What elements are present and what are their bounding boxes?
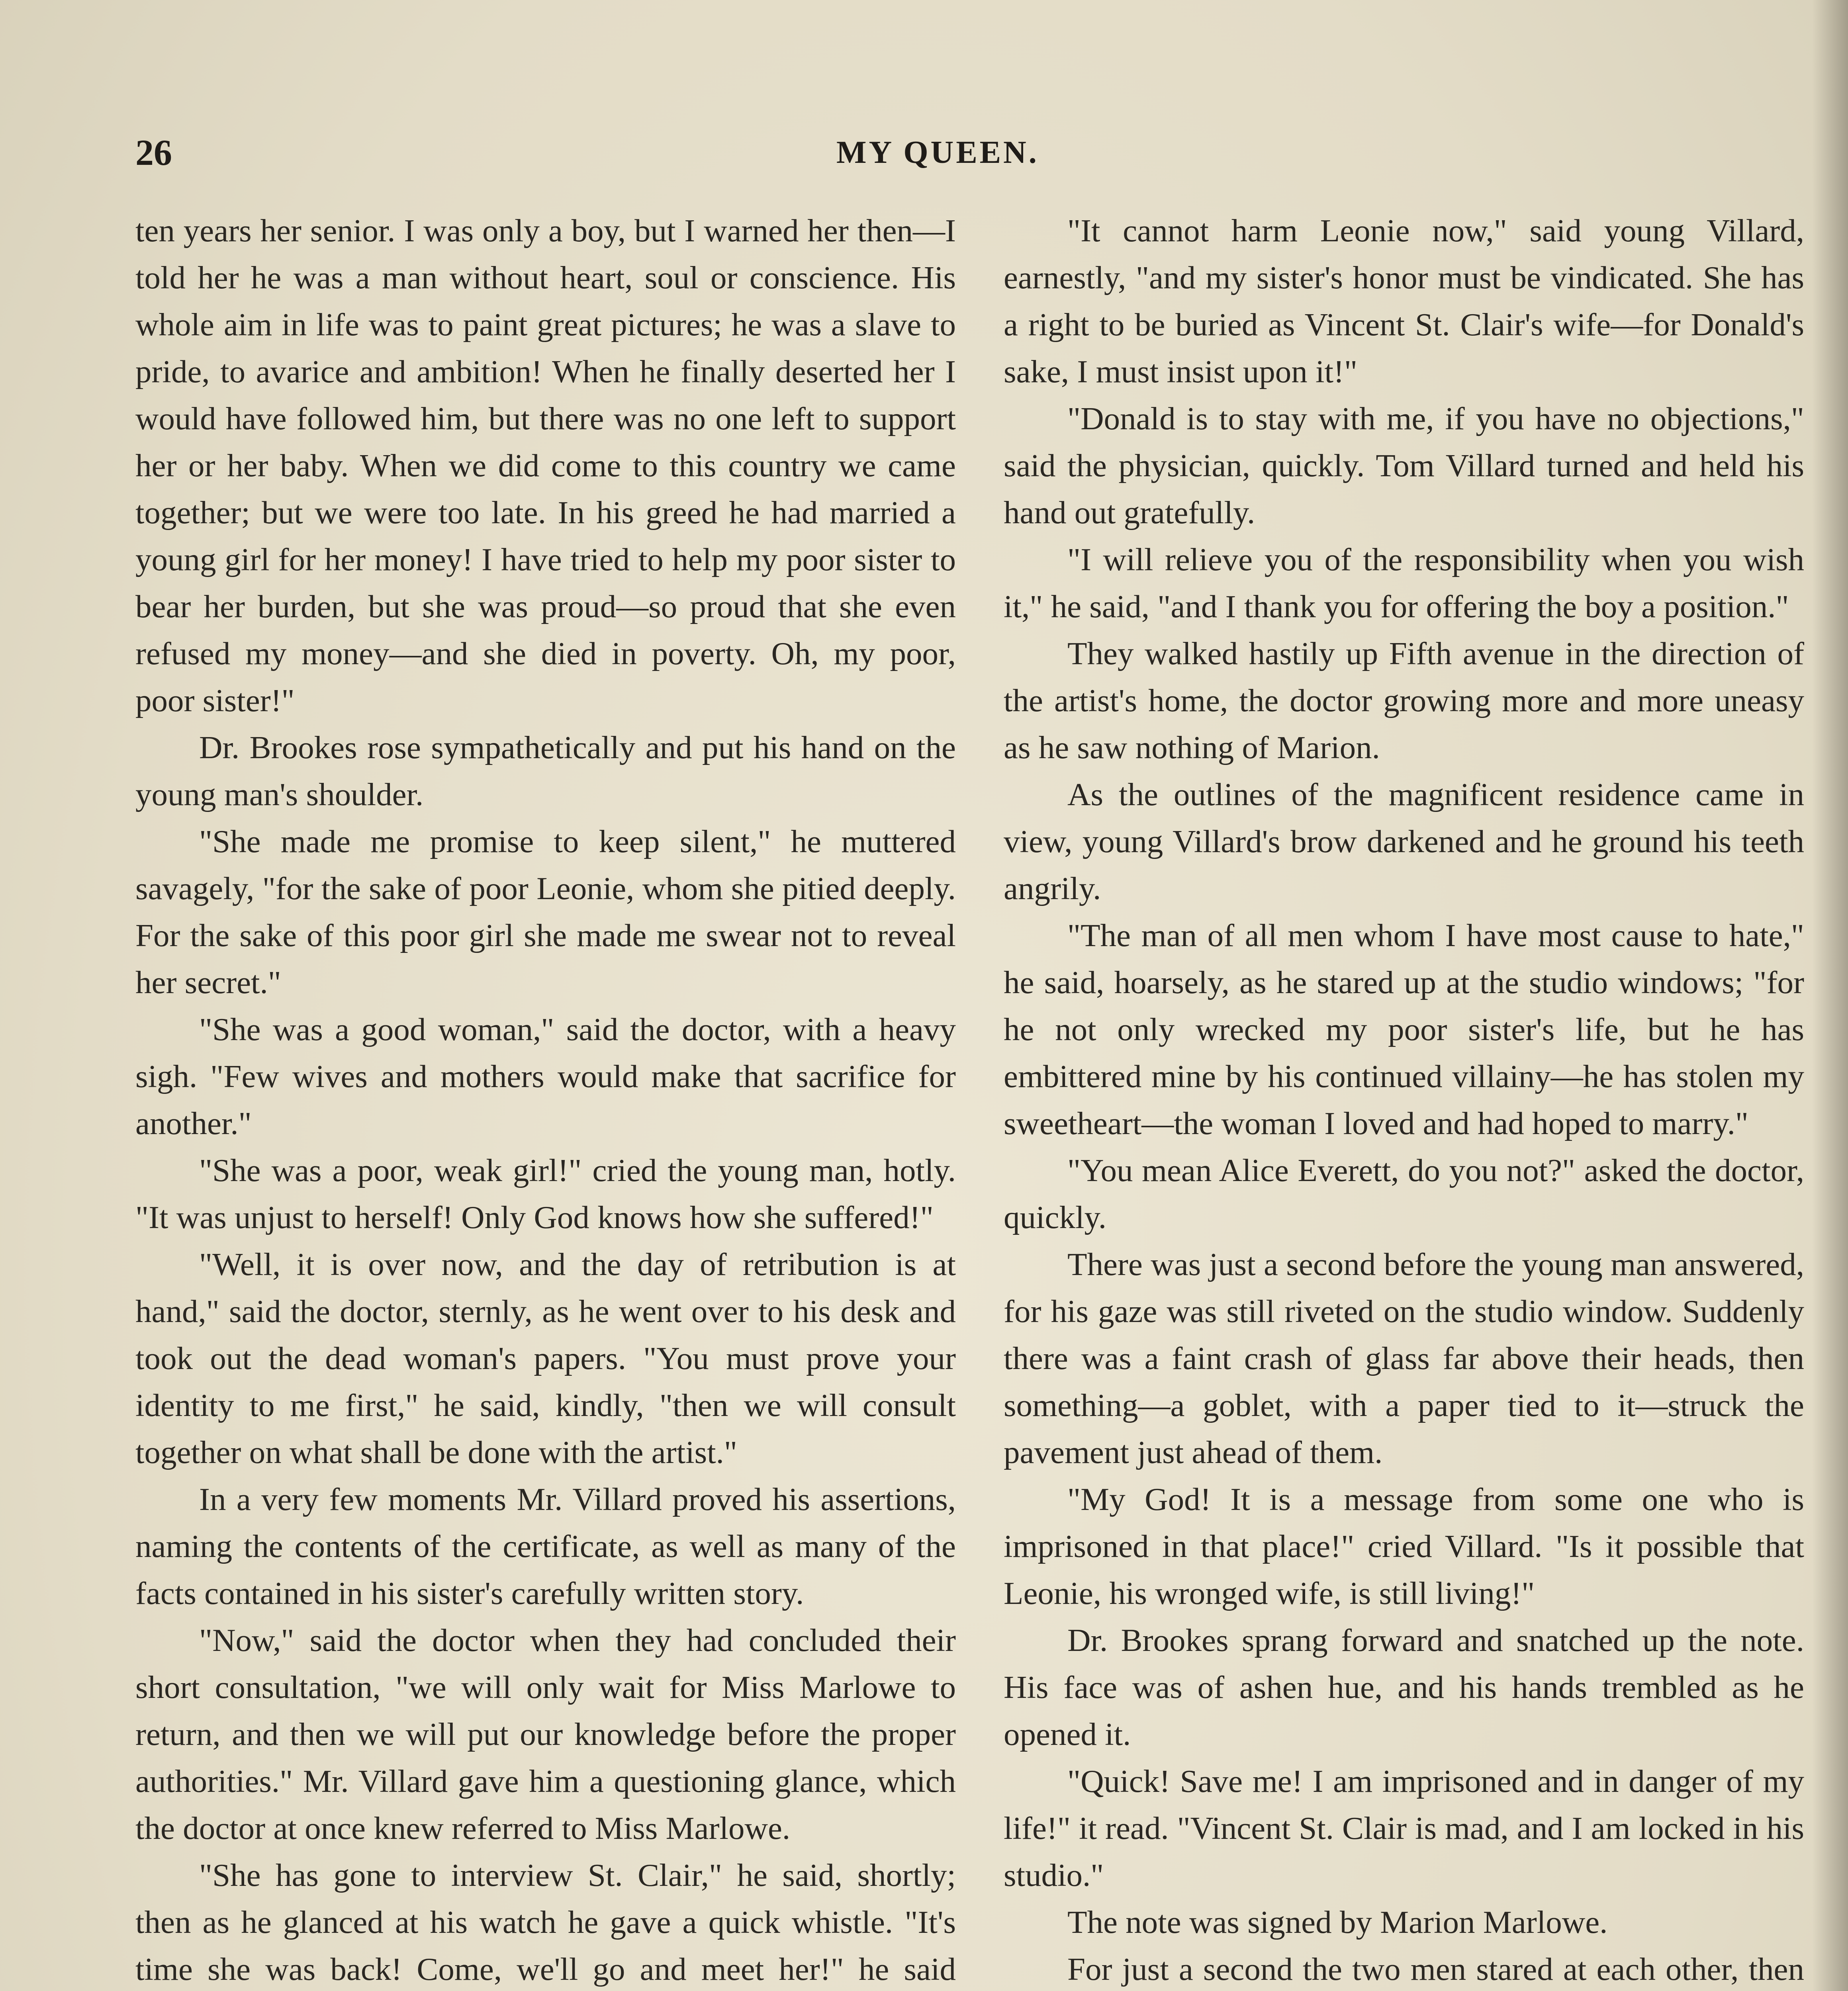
- paragraph: "You mean Alice Everett, do you not?" asked the doctor, quickly.: [1004, 1152, 1804, 1235]
- paragraph: "Quick! Save me! I am imprisoned and in danger of my life!" it read. "Vincent St. Clair is mad, and I am locked in his studio.": [1004, 1763, 1804, 1893]
- running-title: MY QUEEN.: [836, 135, 1039, 170]
- paragraph: "Now," said the doctor when they had concluded their short consultation, "we will only wait for Miss Marlowe to return, and then we will put our knowledge before the proper authorities." Mr. Villard gave him a questioning glance, which the doctor at once knew referred to Miss Marlowe.: [135, 1622, 956, 1846]
- paragraph: Dr. Brookes sprang forward and snatched up the note. His face was of ashen hue, and his hands trembled as he opened it.: [1004, 1622, 1804, 1752]
- paragraph: "I will relieve you of the responsibility when you wish it," he said, "and I thank you for offering the boy a position.": [1004, 542, 1804, 624]
- right-column: [1004, 207, 1804, 1991]
- paragraph: "She has gone to interview St. Clair," he said, shortly; then as he glanced at his watch he gave a quick whistle. "It's time she was back! Come, we'll go and meet her!" he said: [135, 1857, 956, 1987]
- page-header: [135, 131, 1800, 183]
- left-column: [135, 207, 956, 1991]
- paragraph: "It cannot harm Leonie now," said young Villard, earnestly, "and my sister's honor must be vindicated. She has a right to be buried as Vincent St. Clair's wife—for Donald's sake, I must insist upon it!": [1004, 213, 1804, 389]
- paragraph: In a very few moments Mr. Villard proved his assertions, naming the contents of the certificate, as well as many of the facts contained in his sister's carefully written story.: [135, 1481, 956, 1611]
- paragraph: "The man of all men whom I have most cause to hate," he said, hoarsely, as he stared up at the studio windows; "for he not only wrecked my poor sister's life, but he has embittered mine by his continued villainy—he has stolen my sweetheart—the woman I loved and had hoped to marry.": [1004, 917, 1804, 1141]
- paragraph: Dr. Brookes rose sympathetically and put his hand on the young man's shoulder.: [135, 730, 956, 812]
- paragraph: "My God! It is a message from some one who is imprisoned in that place!" cried Villard. "Is it possible that Leonie, his wronged wife, is still living!": [1004, 1481, 1804, 1611]
- paragraph: ten years her senior. I was only a boy, but I warned her then—I told her he was a man without heart, soul or conscience. His whole aim in life was to paint great pictures; he was a slave to pride, to avarice and ambition! When he finally deserted her I would have followed him, but there was no one left to support her or her baby. When we did come to this country we came together; but we were too late. In his greed he had married a young girl for her money! I have tried to help my poor sister to bear her burden, but she was proud—so proud that she even refused my money—and she died in poverty. Oh, my poor, poor sister!": [135, 213, 956, 718]
- paragraph: "Well, it is over now, and the day of retribution is at hand," said the doctor, sternly, as he went over to his desk and took out the dead woman's papers. "You must prove your identity to me first," he said, kindly, "then we will consult together on what shall be done with the artist.": [135, 1246, 956, 1470]
- page-spine-shadow: [1812, 0, 1848, 1991]
- paragraph: "She made me promise to keep silent," he muttered savagely, "for the sake of poor Leonie, whom she pitied deeply. For the sake of this poor girl she made me swear not to reveal her secret.": [135, 823, 956, 1000]
- paragraph: The note was signed by Marion Marlowe.: [1067, 1904, 1608, 1940]
- paragraph: "Donald is to stay with me, if you have no objections," said the physician, quickly. Tom Villard turned and held his hand out gratefully.: [1004, 401, 1804, 530]
- page-number: 26: [135, 132, 172, 173]
- paragraph: As the outlines of the magnificent residence came in view, young Villard's brow darkened and he ground his teeth angrily.: [1004, 776, 1804, 906]
- paragraph: "She was a good woman," said the doctor, with a heavy sigh. "Few wives and mothers would make that sacrifice for another.": [135, 1011, 956, 1141]
- paragraph: "She was a poor, weak girl!" cried the young man, hotly. "It was unjust to herself! Only God knows how she suffered!": [135, 1152, 956, 1235]
- paragraph: For just a second the two men stared at each other, then: [1067, 1951, 1804, 1987]
- paragraph: They walked hastily up Fifth avenue in the direction of the artist's home, the doctor growing more and more uneasy as he saw nothing of Marion.: [1004, 636, 1804, 765]
- paragraph: There was just a second before the young man answered, for his gaze was still riveted on the studio window. Suddenly there was a faint crash of glass far above their heads, then something—a goblet, with a paper tied to it—struck the pavement just ahead of them.: [1004, 1246, 1804, 1470]
